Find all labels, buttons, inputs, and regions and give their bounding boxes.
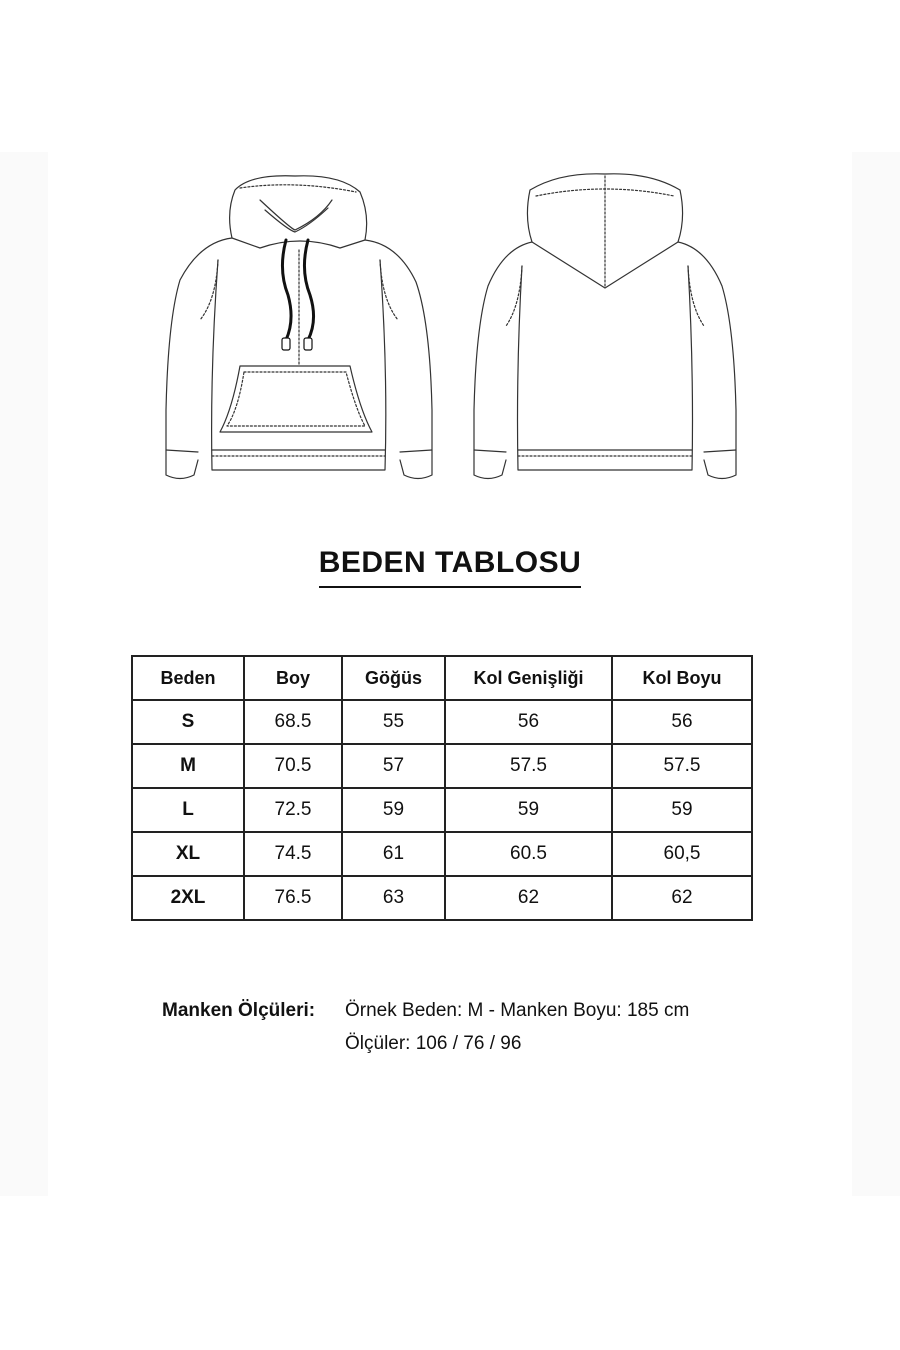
size-cell: 2XL: [132, 876, 244, 920]
hoodie-back-icon: [470, 170, 740, 490]
table-cell: 76.5: [244, 876, 342, 920]
table-cell: 59: [612, 788, 752, 832]
table-cell: 61: [342, 832, 445, 876]
table-cell: 56: [445, 700, 612, 744]
size-cell: L: [132, 788, 244, 832]
table-cell: 72.5: [244, 788, 342, 832]
table-cell: 70.5: [244, 744, 342, 788]
table-header-row: [132, 656, 752, 700]
header-gogus: Göğüs: [342, 656, 445, 700]
size-table-title: [0, 546, 900, 588]
header-beden: Beden: [132, 656, 244, 700]
table-cell: 74.5: [244, 832, 342, 876]
mannequin-sample-size: Örnek Beden: M - Manken Boyu: 185 cm: [345, 1000, 690, 1021]
mannequin-label: Manken Ölçüleri:: [162, 1000, 316, 1021]
table-cell: 55: [342, 700, 445, 744]
header-kol-genisligi: Kol Genişliği: [445, 656, 612, 700]
table-cell: 68.5: [244, 700, 342, 744]
table-cell: 57: [342, 744, 445, 788]
table-cell: 57.5: [445, 744, 612, 788]
mannequin-measurements: Ölçüler: 106 / 76 / 96: [345, 1033, 522, 1054]
title-text: BEDEN TABLOSU: [319, 546, 582, 588]
table-row: [132, 744, 752, 788]
table-cell: 57.5: [612, 744, 752, 788]
size-cell: S: [132, 700, 244, 744]
table-cell: 56: [612, 700, 752, 744]
header-kol-boyu: Kol Boyu: [612, 656, 752, 700]
table-row: [132, 876, 752, 920]
table-cell: 59: [445, 788, 612, 832]
header-boy: Boy: [244, 656, 342, 700]
size-cell: M: [132, 744, 244, 788]
table-row: [132, 700, 752, 744]
table-cell: 62: [445, 876, 612, 920]
table-row: [132, 788, 752, 832]
size-cell: XL: [132, 832, 244, 876]
table-row: [132, 832, 752, 876]
size-table: [131, 655, 753, 921]
hoodie-front-icon: [160, 170, 440, 490]
table-cell: 62: [612, 876, 752, 920]
table-cell: 59: [342, 788, 445, 832]
table-cell: 63: [342, 876, 445, 920]
table-cell: 60.5: [445, 832, 612, 876]
table-cell: 60,5: [612, 832, 752, 876]
